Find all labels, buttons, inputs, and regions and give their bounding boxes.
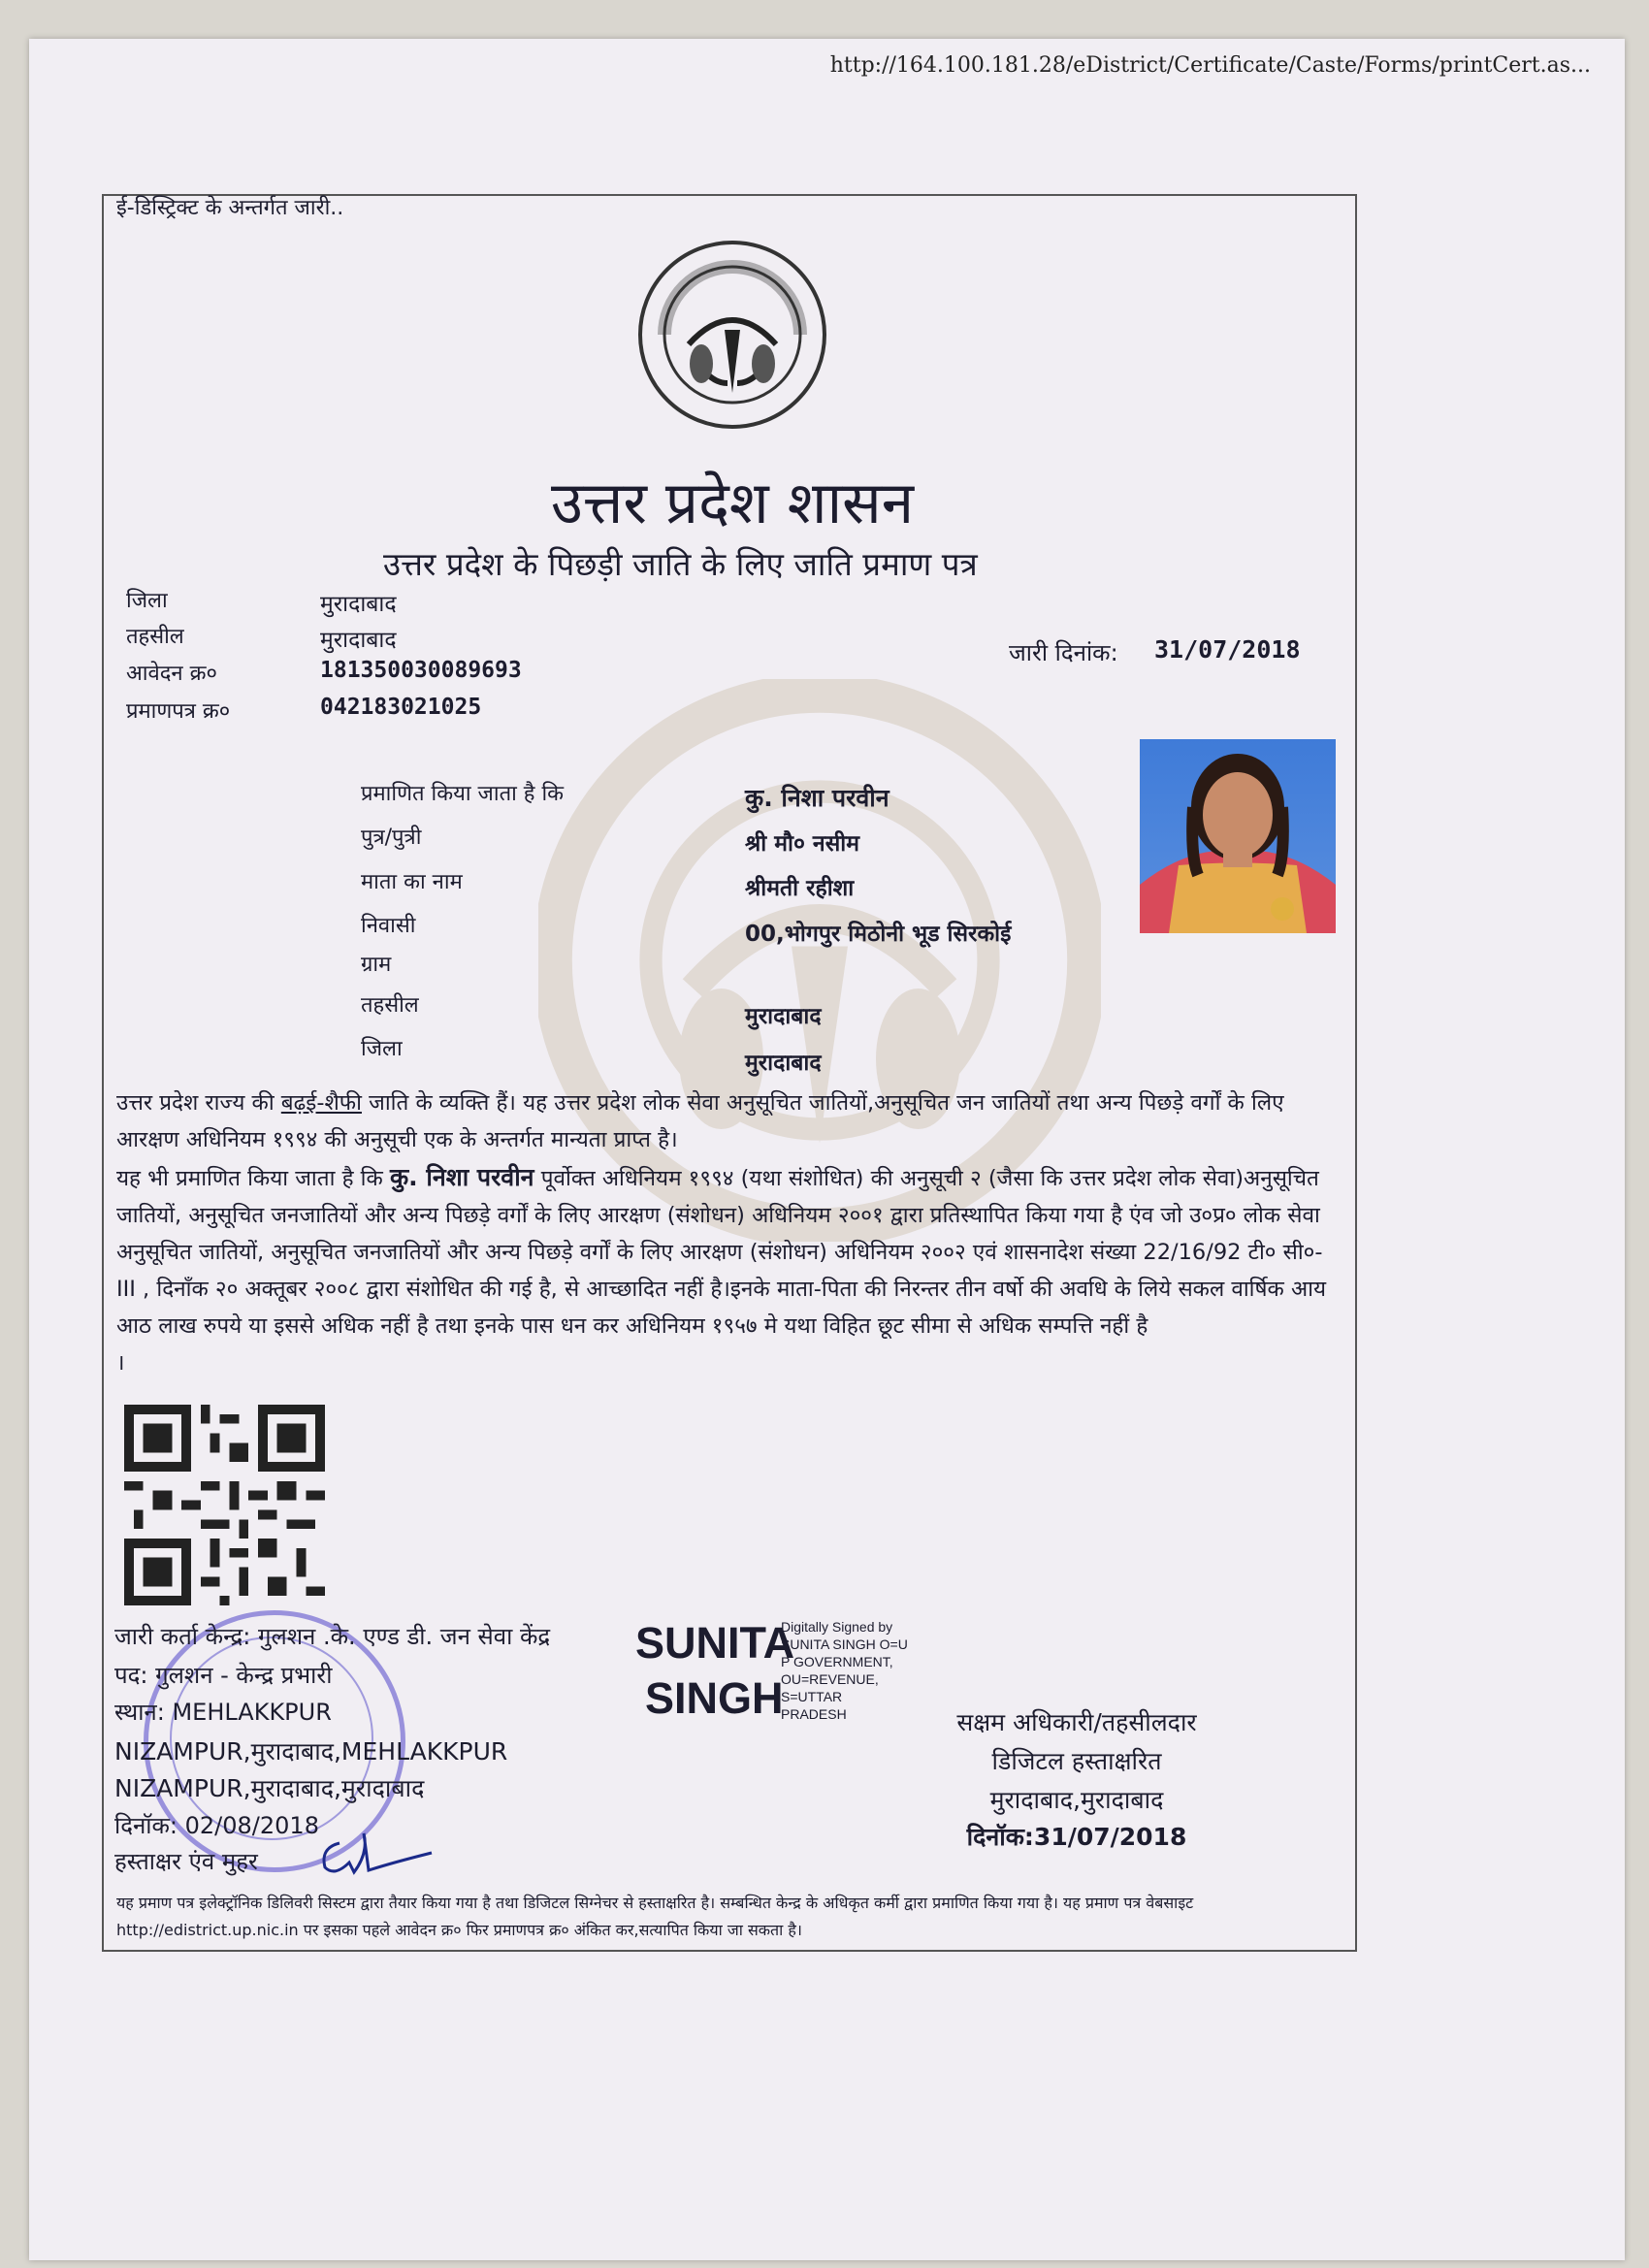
issuer-address-1: NIZAMPUR,मुरादाबाद,MEHLAKKPUR	[114, 1737, 508, 1766]
certificate-number-value: 042183021025	[320, 695, 482, 720]
dsig-line-6: PRADESH	[781, 1706, 847, 1722]
caste-name: बढ़ई-शैफी	[280, 1090, 362, 1116]
relation-label: पुत्र/पुत्री	[361, 826, 422, 850]
issuer-centre: जारी कर्ता केन्द्र: गुलशन .के. एण्ड डी. जन सेवा केंद्र	[114, 1623, 551, 1650]
resident-value: 00,भोगपुर मिठोनी भूड सिरकोई	[745, 922, 1012, 947]
dsig-line-3: P GOVERNMENT,	[781, 1654, 893, 1669]
certificate-title: उत्तर प्रदेश के पिछड़ी जाति के लिए जाति प्रमाण पत्र	[383, 545, 978, 583]
certification-end: ।	[116, 1350, 125, 1376]
mother-name: श्रीमती रहीशा	[745, 876, 855, 901]
detail-tehsil-label: तहसील	[361, 993, 419, 1018]
resident-label: निवासी	[361, 914, 416, 938]
handwritten-signature-icon	[315, 1824, 441, 1882]
tehsil-label: तहसील	[126, 625, 184, 649]
issuer-post: पद: गुलशन - केन्द्र प्रभारी	[114, 1662, 333, 1689]
issue-date-value: 31/07/2018	[1154, 635, 1301, 664]
authority-place: मुरादाबाद,मुरादाबाद	[989, 1786, 1164, 1814]
caste-paragraph	[116, 1085, 1339, 1158]
district-label: जिला	[126, 589, 168, 613]
tehsil-value: मुरादाबाद	[320, 628, 397, 653]
mother-label: माता का नाम	[361, 870, 463, 894]
dsig-line-4: OU=REVENUE,	[781, 1671, 879, 1687]
dsig-line-2: SUNITA SINGH O=U	[781, 1636, 908, 1652]
father-name: श्री मौ० नसीम	[745, 831, 859, 857]
issuer-signature-label: हस्ताक्षर एंव मुहर	[114, 1848, 258, 1875]
digital-signer-first-name: SUNITA	[635, 1618, 795, 1668]
detail-district-value: मुरादाबाद	[745, 1051, 822, 1076]
government-title: उत्तर प्रदेश शासन	[550, 470, 915, 537]
dsig-line-1: Digitally Signed by	[781, 1619, 893, 1635]
certification-start: यह भी प्रमाणित किया जाता है कि	[116, 1166, 390, 1191]
application-label: आवेदन क्र०	[126, 662, 217, 686]
certification-rest: पूर्वोक्त अधिनियम १९९४ (यथा संशोधित) की अनुसूची २ (जैसा कि उत्तर प्रदेश लोक सेवा)अनुसूचित जातियों, अनुसूचित जनजातियों और अन्य पिछड़े वर्गों के लिए आरक्षण (संशोधन) अधिनियम २००१ द्वारा प्रतिस्थापित किया गया है एंव जो उ०प्र० लोक सेवा अनुसूचित जातियों, अनुसूचित जनजातियों और अन्य पिछड़े वर्गों के लिए आरक्षण (संशोधन) अधिनियम २००२ एवं शासनादेश संख्या 22/16/92 टी० सी०-III , दिनाँक २० अक्तूबर २००८ द्वारा संशोधित की गई है, से आच्छादित नहीं है।इनके माता-पिता की निरन्तर तीन वर्षो की अवधि के लिये सकल वार्षिक आय आठ लाख रुपये या इससे अधिक नहीं है तथा इनके पास धन कर अधिनियम १९५७ मे यथा विहित छूट सीमा से अधिक सम्पत्ति नहीं है	[116, 1166, 1326, 1339]
authority-date: दिनॉक:31/07/2018	[966, 1823, 1187, 1851]
applicant-photo	[1140, 739, 1336, 933]
application-value: 181350030089693	[320, 658, 522, 683]
issuer-place: स्थान: MEHLAKKPUR	[114, 1699, 332, 1726]
certification-name: कु. निशा परवीन	[389, 1163, 534, 1191]
certification-paragraph	[116, 1159, 1339, 1381]
authority-title: सक्षम अधिकारी/तहसीलदार	[956, 1708, 1197, 1736]
issue-date-label: जारी दिनांक:	[1009, 639, 1118, 666]
footer-note: यह प्रमाण पत्र इलेक्ट्रॉनिक डिलिवरी सिस्टम द्वारा तैयार किया गया है तथा डिजिटल सिग्नेचर से हस्ताक्षरित है। सम्बन्धित केन्द्र के अधिकृत कर्मी द्वारा प्रमाणित किया गया है। यह प्रमाण पत्र वेबसाइट http://edistrict.up.nic.in पर इसका पहले आवेदन क्र० फिर प्रमाणपत्र क्र० अंकित कर,सत्यापित किया जा सकता है।	[116, 1894, 1194, 1939]
district-value: मुरादाबाद	[320, 592, 397, 617]
caste-paragraph-start: उत्तर प्रदेश राज्य की	[116, 1090, 281, 1116]
print-url: http://164.100.181.28/eDistrict/Certificate/Caste/Forms/printCert.as...	[829, 53, 1591, 78]
issuer-address-2: NIZAMPUR,मुरादाबाद,मुरादाबाद	[114, 1774, 425, 1802]
certified-label: प्रमाणित किया जाता है कि	[361, 782, 565, 806]
village-label: ग्राम	[361, 953, 392, 977]
issued-under-text: ई-डिस्ट्रिक्ट के अन्तर्गत जारी..	[116, 196, 344, 220]
detail-district-label: जिला	[361, 1037, 403, 1061]
detail-tehsil-value: मुरादाबाद	[745, 1004, 822, 1029]
caste-paragraph-rest: जाति के व्यक्ति हैं। यह उत्तर प्रदेश लोक सेवा अनुसूचित जातियों,अनुसूचित जन जातियों तथा अन्य पिछड़े वर्गों के लिए आरक्षण अधिनियम १९९४ की अनुसूची एक के अन्तर्गत मान्यता प्राप्त है।	[116, 1090, 1284, 1152]
applicant-name: कु. निशा परवीन	[745, 784, 889, 812]
digital-signer-last-name: SINGH	[645, 1673, 784, 1723]
dsig-line-5: S=UTTAR	[781, 1689, 843, 1704]
certificate-number-label: प्रमाणपत्र क्र०	[126, 699, 231, 724]
up-emblem-icon	[635, 238, 829, 432]
issuer-date: दिनॉक: 02/08/2018	[114, 1812, 319, 1839]
authority-digital: डिजिटल हस्ताक्षरित	[991, 1747, 1162, 1775]
qr-code-icon	[124, 1405, 325, 1605]
